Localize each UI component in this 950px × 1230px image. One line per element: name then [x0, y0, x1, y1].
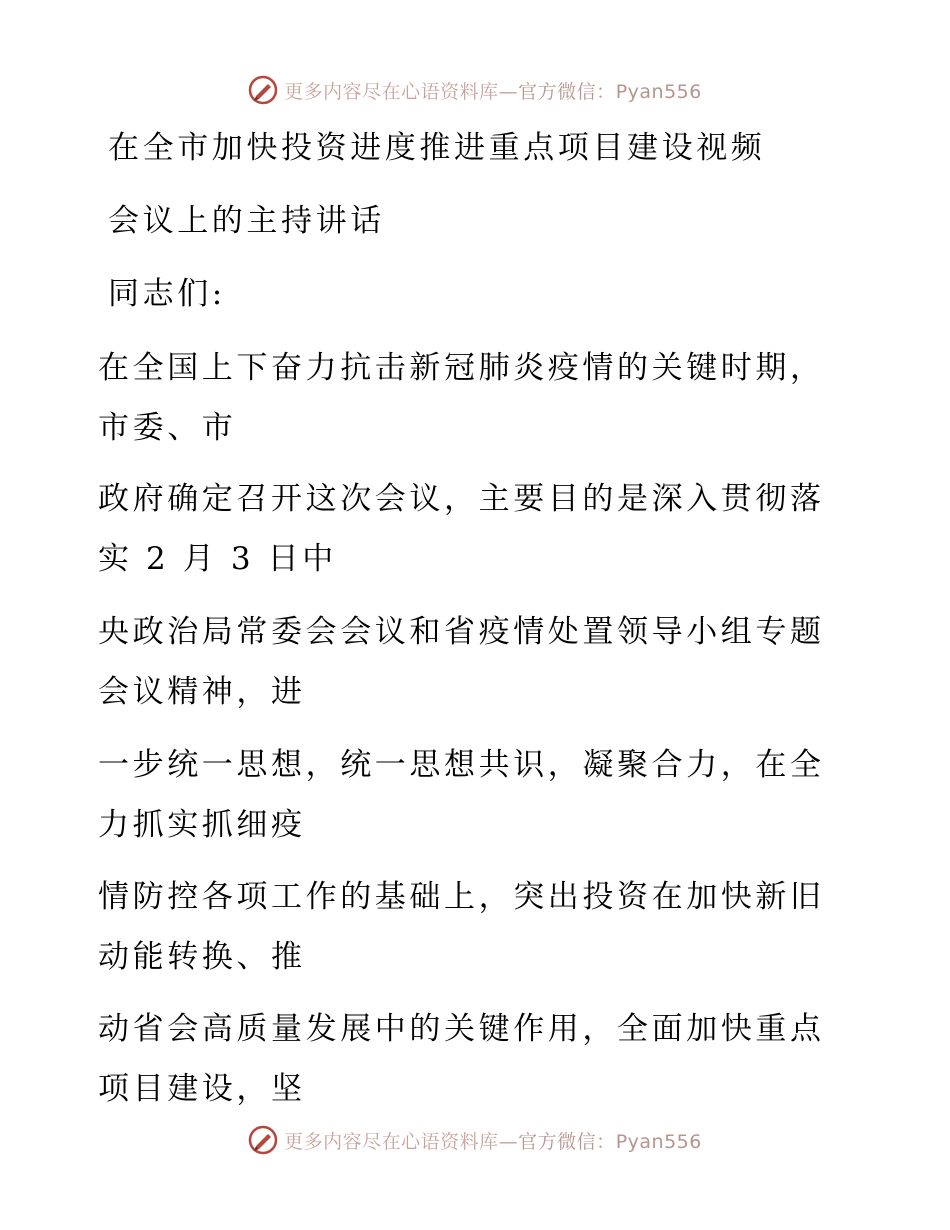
document-title-line-2: 会议上的主持讲话 [108, 203, 385, 239]
watermark-wechat-id: Pyan556 [615, 80, 702, 103]
body-line: 动省会高质量发展中的关键作用，全面加快重点 [98, 1011, 825, 1047]
watermark-site-text: 更多内容尽在心语资料库 [284, 80, 499, 103]
document-title-line-1: 在全市加快投资进度推进重点项目建设视频 [108, 130, 766, 166]
salutation: 同志们: [108, 276, 226, 312]
body-line: 情防控各项工作的基础上，突出投资在加快新旧 [98, 879, 825, 915]
watermark-text [284, 77, 702, 104]
body-line: 会议精神，进 [98, 674, 306, 710]
body-line: 政府确定召开这次会议，主要目的是深入贯彻落 [98, 481, 825, 517]
pen-seal-logo-icon [248, 1125, 278, 1155]
body-line: 央政治局常委会会议和省疫情处置领导小组专题 [98, 614, 825, 650]
header-watermark [0, 70, 950, 110]
watermark-site-text: 更多内容尽在心语资料库 [284, 1130, 499, 1153]
watermark-wechat-label: 官方微信： [518, 1130, 616, 1153]
watermark-wechat-label: 官方微信： [518, 80, 616, 103]
body-line: 项目建设，坚 [98, 1071, 306, 1107]
body-line: 力抓实抓细疫 [98, 807, 306, 843]
footer-watermark [0, 1120, 950, 1160]
watermark-text [284, 1127, 702, 1154]
body-line: 动能转换、推 [98, 939, 306, 975]
body-line: 在全国上下奋力抗击新冠肺炎疫情的关键时期， [98, 350, 825, 386]
body-line: 市委、市 [98, 410, 237, 446]
body-line: 实 2 月 3 日中 [98, 541, 337, 577]
watermark-separator: — [498, 1130, 519, 1153]
watermark-separator: — [498, 80, 519, 103]
watermark-wechat-id: Pyan556 [615, 1130, 702, 1153]
pen-seal-logo-icon [248, 75, 278, 105]
body-line: 一步统一思想，统一思想共识，凝聚合力，在全 [98, 747, 825, 783]
